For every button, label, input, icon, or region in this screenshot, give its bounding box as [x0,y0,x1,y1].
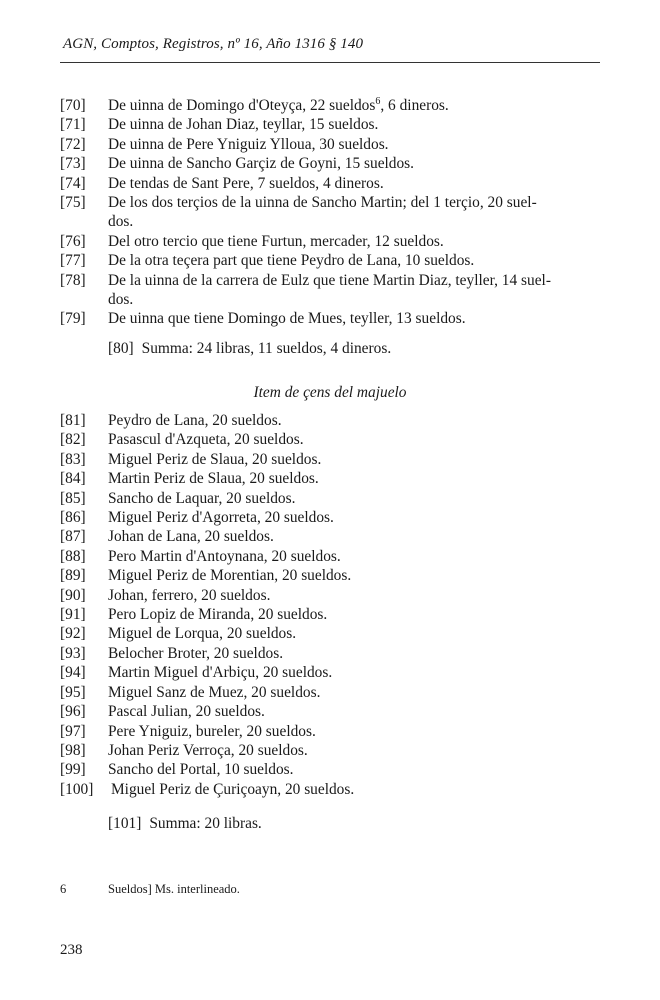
entry-row [60,193,600,232]
entry-text-continuation: dos. [108,291,134,309]
summa-b [60,814,600,834]
entry-number: [81] [60,412,86,429]
entry-row [60,605,600,624]
entry-text-continuation: dos. [108,213,134,231]
entry-text [108,135,600,154]
entry-number: [83] [60,450,86,468]
entry-number: [100] [60,780,94,798]
entry-number: [72] [60,135,86,153]
entry-text-main: Miguel de Lorqua, 20 sueldos. [108,625,297,643]
summa-text: Summa: 20 libras. [149,815,262,832]
entry-row [60,430,600,449]
entry-number: [96] [60,703,86,721]
entry-text-main: Sancho del Portal, 10 sueldos. [108,761,294,779]
entry-text [108,469,600,488]
entry-number: [95] [60,683,86,701]
entry-text [108,271,600,310]
entry-number: [73] [60,155,86,173]
entry-row [60,309,600,328]
entry-text-main: De uinna de Sancho Garçiz de Goyni, 15 sueldos. [108,155,415,173]
entry-number: [86] [60,509,86,527]
entry-number: [88] [60,547,86,565]
entry-number: [77] [60,252,86,270]
entry-text-main: Pero Martin d'Antoynana, 20 sueldos. [108,547,341,565]
entry-number: [91] [60,606,86,624]
entry-number: [97] [60,722,86,740]
entries-block-b [60,411,600,799]
entry-number: [82] [60,431,86,449]
entry-row [60,135,600,154]
entry-row [60,624,600,643]
entry-text-main: Martin Miguel d'Arbiçu, 20 sueldos. [108,664,333,682]
entry-text-main: De los dos terçios de la uinna de Sancho Martin; del 1 terçio, 20 suel- [108,194,537,212]
entry-row [60,115,600,134]
entry-row [60,174,600,193]
entry-text [108,741,600,760]
entry-text-main: Pero Lopiz de Miranda, 20 sueldos. [108,606,328,624]
entry-number: [90] [60,586,86,604]
entry-number: [94] [60,664,86,682]
entry-row [60,566,600,585]
entry-text [108,663,600,682]
entry-text-after: , 6 dineros. [380,97,449,114]
entry-row [60,96,600,115]
entry-text-main: Martin Periz de Slaua, 20 sueldos. [108,470,319,488]
running-head: AGN, Comptos, Registros, nº 16, Año 1316 § 140 [63,36,364,52]
entry-text [108,154,600,173]
entry-text [108,760,600,779]
entry-text [108,450,600,469]
entry-number: [87] [60,528,86,546]
entry-text-main: Peydro de Lana, 20 sueldos. [108,412,282,429]
entry-text [108,115,600,134]
entry-text [108,586,600,605]
entry-row [60,586,600,605]
entry-row [60,450,600,469]
entry-row [60,411,600,430]
entry-row [60,780,600,799]
entry-number: [76] [60,232,86,250]
entry-text-main: Miguel Periz d'Agorreta, 20 sueldos. [108,509,334,527]
entry-number: [75] [60,194,86,212]
entry-number: [74] [60,174,86,192]
header-rule [60,62,600,63]
entry-text [108,251,600,270]
entry-text [108,508,600,527]
page-number: 238 [60,942,83,958]
entry-text-main: Miguel Periz de Slaua, 20 sueldos. [108,450,322,468]
entry-row [60,741,600,760]
section-heading: Item de çens del majuelo [253,384,407,401]
entry-text [108,430,600,449]
entry-row [60,489,600,508]
footnote-number: 6 [60,882,67,896]
summa-number: [101] [108,815,142,832]
entry-text-main: Belocher Broter, 20 sueldos. [108,644,284,662]
footnote-text: Sueldos] Ms. interlineado. [108,882,240,896]
entry-number: [84] [60,470,86,488]
entry-text-main: Sancho de Laquar, 20 sueldos. [108,489,296,507]
entry-number: [79] [60,310,86,328]
entry-text-main: De uinna que tiene Domingo de Mues, teyller, 13 sueldos. [108,310,466,328]
entry-number: [71] [60,116,86,134]
entry-number: [98] [60,741,86,759]
entry-row [60,232,600,251]
footnote [60,882,600,897]
entry-number: [99] [60,761,86,779]
entry-text-main: Pere Yniguiz, bureler, 20 sueldos. [108,722,316,740]
entry-text [108,547,600,566]
entry-text [108,566,600,585]
entry-text [108,193,600,232]
entry-text [108,722,600,741]
entry-text-main: Johan Periz Verroça, 20 sueldos. [108,741,308,759]
entry-text [108,644,600,663]
entry-row [60,271,600,310]
entry-text [108,605,600,624]
entry-text [108,232,600,251]
entry-text [108,174,600,193]
entry-text-main: Pascal Julian, 20 sueldos. [108,703,265,721]
entry-row [60,154,600,173]
entry-row [60,722,600,741]
entry-number: [70] [60,97,86,114]
entry-number: [93] [60,644,86,662]
entry-text [108,309,600,328]
entry-row [60,527,600,546]
entry-text [108,683,600,702]
entry-text-main: Johan de Lana, 20 sueldos. [108,528,274,546]
entry-text-main: De uinna de Domingo d'Oteyça, 22 sueldos [108,97,376,114]
entry-text-main: Miguel Periz de Morentian, 20 sueldos. [108,567,352,585]
summa-text: Summa: 24 libras, 11 sueldos, 4 dineros. [141,340,392,357]
entry-text-main: Miguel Sanz de Muez, 20 sueldos. [108,683,321,701]
entry-text-main: Johan, ferrero, 20 sueldos. [108,586,271,604]
entry-text-main: Pasascul d'Azqueta, 20 sueldos. [108,431,304,449]
entry-text [108,527,600,546]
entry-row [60,760,600,779]
entry-row [60,663,600,682]
entry-row [60,644,600,663]
entry-text-main: De la otra teçera part que tiene Peydro de Lana, 10 sueldos. [108,252,475,270]
entry-text-main: De uinna de Pere Yniguiz Ylloua, 30 sueldos. [108,135,389,153]
entry-text-main: Miguel Periz de Çuriçoayn, 20 sueldos. [111,780,355,798]
entry-text-main: De uinna de Johan Diaz, teyllar, 15 sueldos. [108,116,379,134]
entry-text [108,489,600,508]
entry-row [60,683,600,702]
summa-a [60,339,600,359]
entry-row [60,702,600,721]
entry-row [60,547,600,566]
summa-number: [80] [108,340,134,357]
entry-text [111,780,600,799]
entry-text [108,411,600,430]
entry-number: [89] [60,567,86,585]
entry-text [108,624,600,643]
entry-row [60,508,600,527]
entry-text-main: Del otro tercio que tiene Furtun, mercader, 12 sueldos. [108,232,444,250]
entry-number: [85] [60,489,86,507]
entry-row [60,251,600,270]
entries-block-a [60,96,600,329]
entry-text [108,702,600,721]
entry-text [108,96,600,115]
entry-text-main: De la uinna de la carrera de Eulz que tiene Martin Diaz, teyller, 14 suel- [108,271,551,289]
footnote-marker: 6 [375,95,381,107]
entry-number: [78] [60,271,86,289]
entry-text-main: De tendas de Sant Pere, 7 sueldos, 4 dineros. [108,174,384,192]
entry-row [60,469,600,488]
entry-number: [92] [60,625,86,643]
